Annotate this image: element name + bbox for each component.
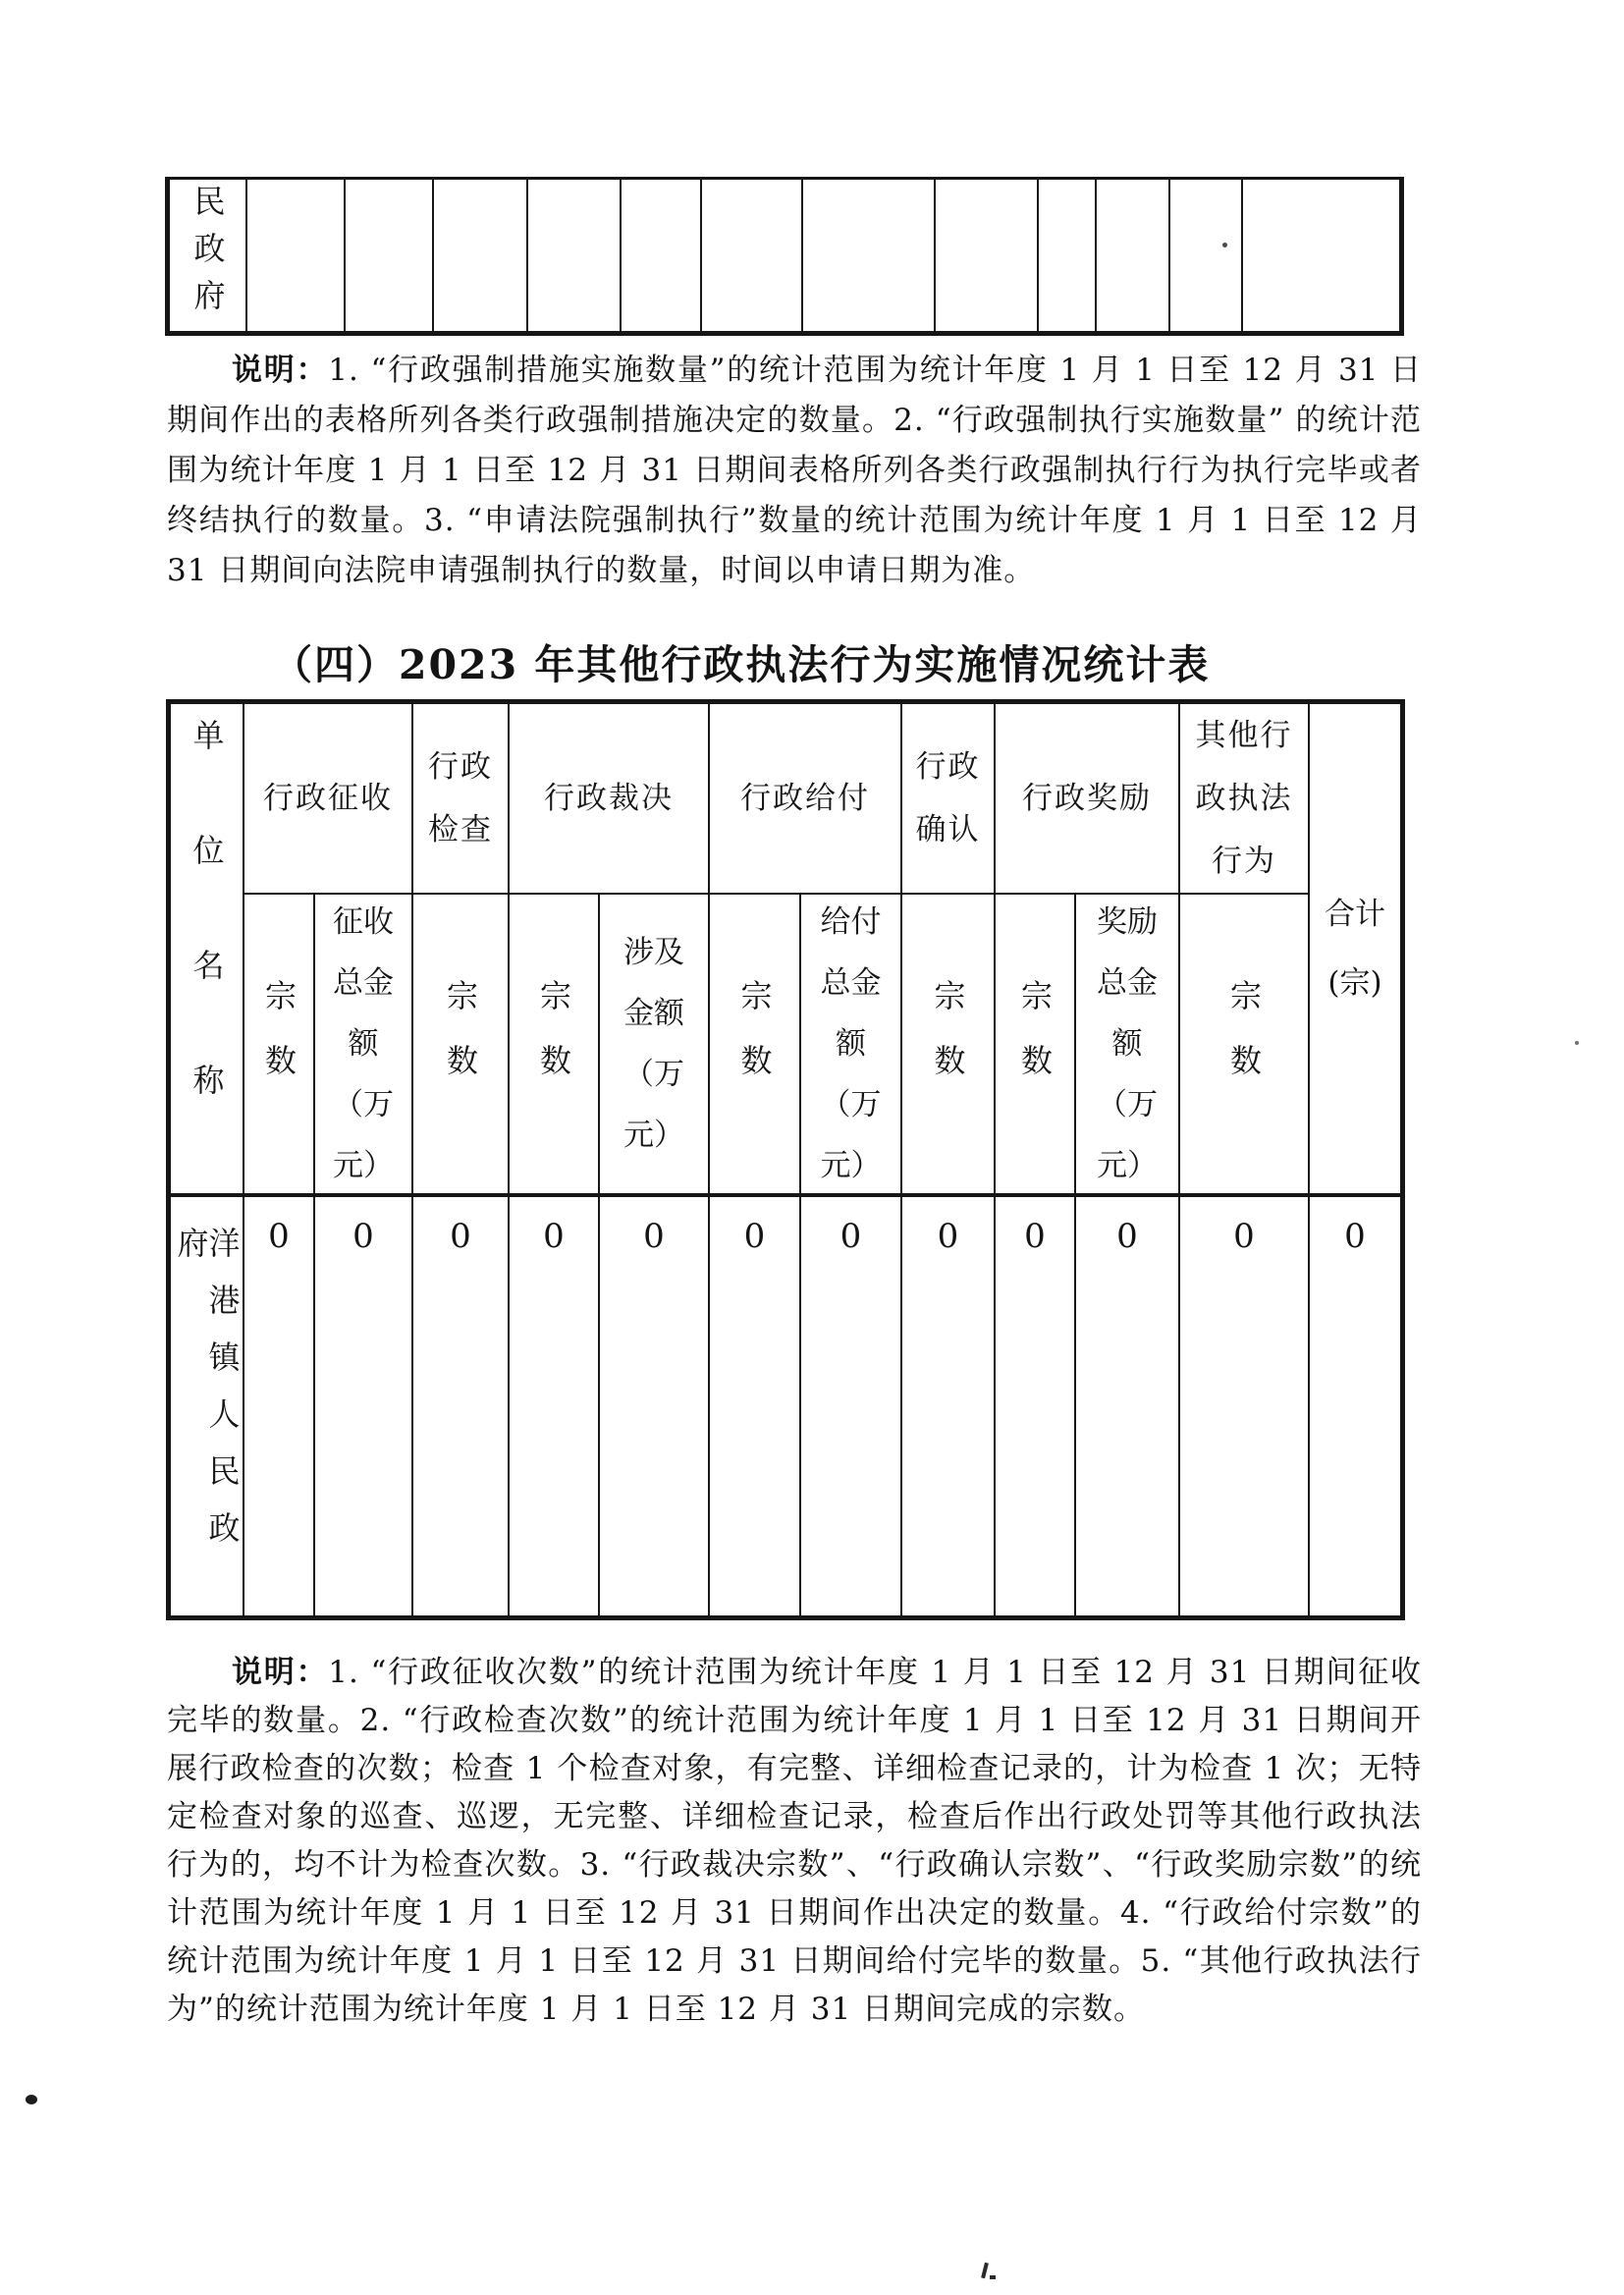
note-2-body: 1. “行政征收次数”的统计范围为统计年度 1 月 1 日至 12 月 31 日期间征收完毕的数量。2. “行政检查次数”的统计范围为统计年度 1 月 1 日至 12 月 31 日期间开展行政检查的次数；检查 1 个检查对象，有完整、详细检查记录的，计为检查 1 次；无特定检查对象的巡查、巡逻，无完整、详细检查记录，检查后作出行政处罚等其他行政执法行为的，均不计为检查次数。3. “行政裁决宗数”、“行政确认宗数”、“行政奖励宗数”的统计范围为统计年度 1 月 1 日至 12 月 31 日期间作出决定的数量。4. “行政给付宗数”的统计范围为统计年度 1 月 1 日至 12 月 31 日期间给付完毕的数量。5. “其他行政执法行为”的统计范围为统计年度 1 月 1 日至 12 月 31 日期间完成的宗数。 [167,1655,1423,2027]
data-cell-adjudication-count: 0 [510,1197,600,1615]
fragment-empty-cell [1243,180,1399,331]
subheader-adjudication-amount: 涉及 金额 （万 元） [600,895,710,1197]
fragment-empty-cell [1097,180,1170,331]
scan-pen-mark [990,2275,996,2279]
fragment-empty-cell [936,180,1039,331]
data-cell-adjudication-amount: 0 [600,1197,710,1615]
subheader-reward-count: 宗数 [996,895,1076,1197]
group-header-admin-adjudication: 行政裁决 [510,704,710,895]
group-header-admin-inspection: 行政 检查 [413,704,510,895]
fragment-empty-cell [434,180,528,331]
data-cell-inspection-count: 0 [413,1197,510,1615]
statistics-table [166,699,1405,1620]
scan-speck [26,2095,37,2104]
subheader-confirmation-count: 宗数 [902,895,996,1197]
group-header-admin-levy: 行政征收 [244,704,413,895]
note-1 [167,346,1422,596]
fragment-empty-cell [247,180,346,331]
group-header-admin-payment: 行政给付 [710,704,902,895]
data-cell-payment-amount: 0 [801,1197,902,1615]
group-header-other-enforcement: 其他行 政执法 行为 [1180,704,1310,895]
fragment-empty-cell [528,180,622,331]
scan-pen-mark [981,2263,989,2278]
data-cell-levy-count: 0 [244,1197,315,1615]
fragment-unit-cell [170,180,247,331]
note-2-label: 说明： [232,1655,329,1690]
previous-table-fragment [165,177,1404,336]
subheader-payment-count: 宗数 [710,895,801,1197]
subheader-levy-amount: 征收 总金 额 （万 元） [315,895,413,1197]
header-total: 合计 (宗) [1310,704,1400,1197]
note-2 [167,1649,1422,2034]
fragment-empty-cell [346,180,434,331]
subheader-other-count: 宗数 [1180,895,1310,1197]
subheader-adjudication-count: 宗数 [510,895,600,1197]
fragment-empty-cell [622,180,702,331]
scan-speck [1222,243,1227,247]
data-cell-reward-count: 0 [996,1197,1076,1615]
fragment-empty-cell [1170,180,1243,331]
group-header-admin-confirmation: 行政 确认 [902,704,996,895]
section-heading: （四）2023 年其他行政执法行为实施情况统计表 [272,641,1211,688]
subheader-reward-amount: 奖励 总金 额 （万 元） [1076,895,1180,1197]
note-1-label: 说明： [232,353,329,388]
note-1-body: 1. “行政强制措施实施数量”的统计范围为统计年度 1 月 1 日至 12 月 31 日期间作出的表格所列各类行政强制措施决定的数量。2. “行政强制执行实施数量” 的统计范围为统计年度 1 月 1 日至 12 月 31 日期间表格所列各类行政强制执行行为执行完毕或者终结执行的数量。3. “申请法院强制执行”数量的统计范围为统计年度 1 月 1 日至 12 月 31 日期间向法院申请强制执行的数量，时间以申请日期为准。 [167,353,1423,588]
scan-speck [1575,1041,1579,1045]
header-unit-name: 单位名称 [171,704,244,1197]
fragment-unit-text: 民政府 [189,185,227,326]
data-cell-confirmation-count: 0 [902,1197,996,1615]
data-cell-other-count: 0 [1180,1197,1310,1615]
subheader-levy-count: 宗数 [244,895,315,1197]
subheader-payment-amount: 给付 总金 额 （万 元） [801,895,902,1197]
data-cell-unit-name: 洋港镇人民政府 [171,1197,244,1615]
data-cell-total: 0 [1344,1217,1366,1256]
data-cell-payment-count: 0 [710,1197,801,1615]
fragment-empty-cell [1039,180,1097,331]
subheader-inspection-count: 宗数 [413,895,510,1197]
data-cell-reward-amount: 0 [1076,1197,1180,1615]
group-header-admin-reward: 行政奖励 [996,704,1180,895]
fragment-empty-cell [803,180,936,331]
data-cell-levy-amount: 0 [315,1197,413,1615]
fragment-empty-cell [702,180,803,331]
